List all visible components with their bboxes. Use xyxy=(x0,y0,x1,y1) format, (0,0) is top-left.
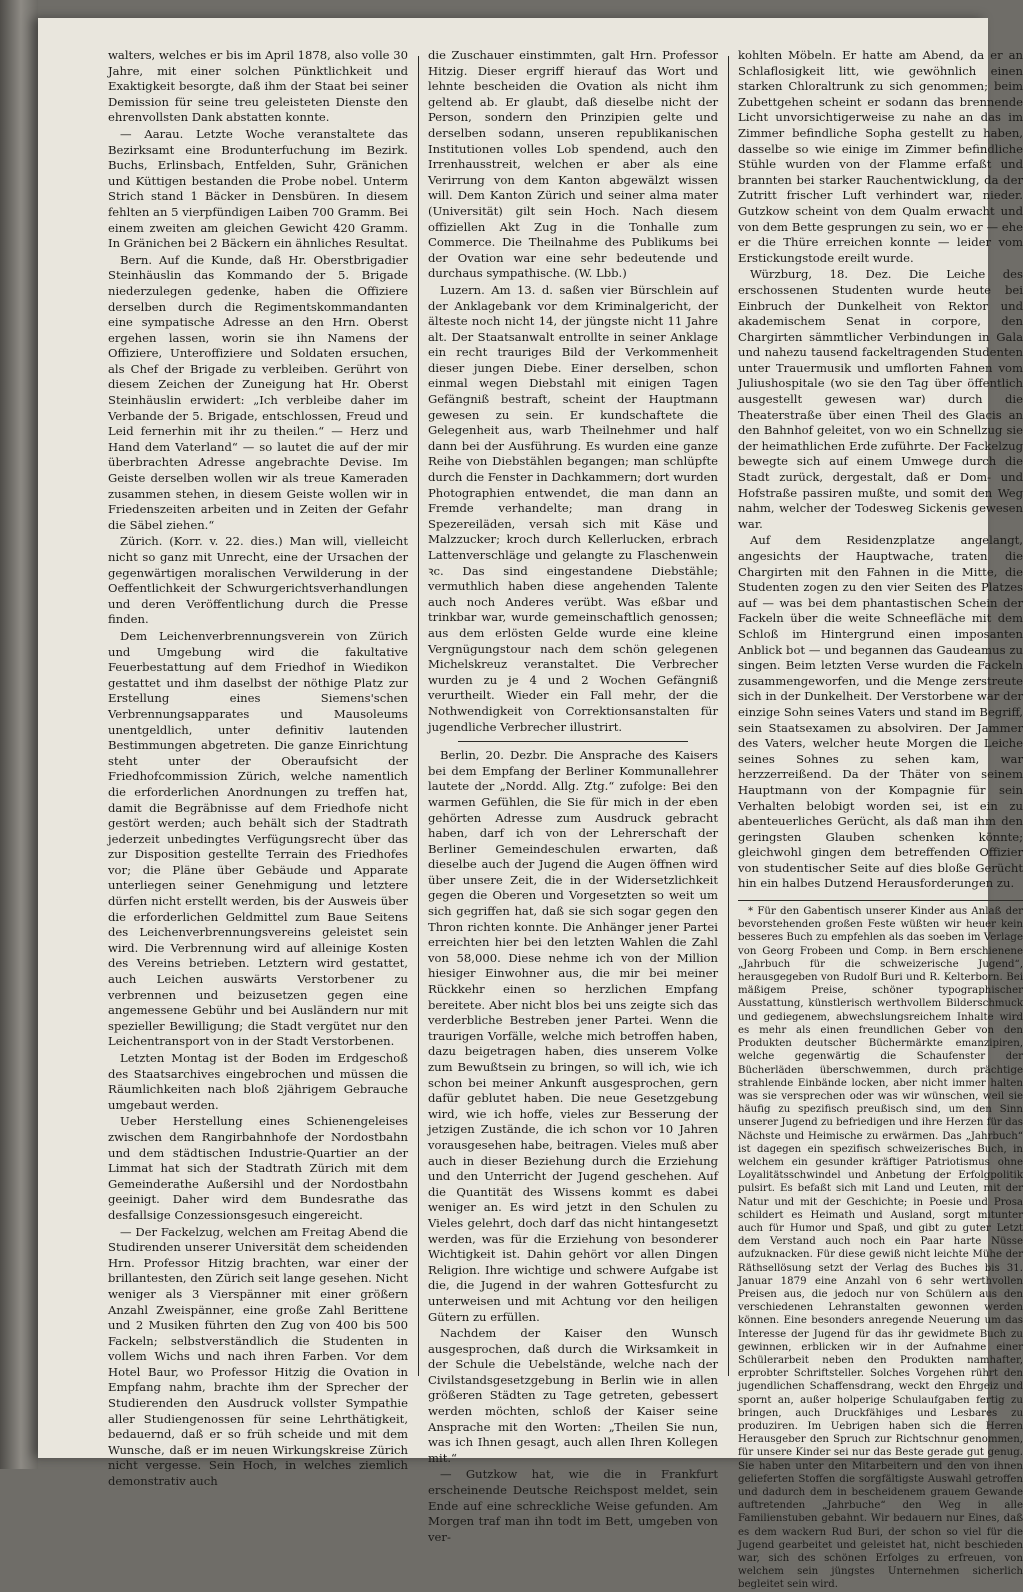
paragraph: Dem Leichenverbrennungsverein von Zürich und Umgebung wird die fakultative Feuerbestattung auf dem Friedhof in Wiedikon gestattet und ihm daselbst der nöthige Platz zur Erstellung eines Siemens'schen Verbrennungsapparates und Mausoleums unentgeldlich, unter definitiv lautenden Bestimmungen abgetreten. Die ganze Einrichtung steht unter der Oberaufsicht der Friedhofcommission Zürich, welche namentlich die erforderlichen Anordnungen zu treffen hat, damit die Begräbnisse auf dem Friedhofe nicht gestört werden; auch behält sich der Stadtrath jederzeit unbedingtes Verfügungsrecht über das zur Disposition gestellte Terrain des Friedhofes vor; die Pläne über Gebäude und Apparate unterliegen seiner Genehmigung und letztere dürfen nicht erstellt werden, bis der Ausweis über die erforderlichen Geldmittel zum Baue Seitens des Leichenverbrennungsvereins geleistet sein wird. Die Verbrennung wird auf alleinige Kosten des Vereins betrieben. Letztern wird gestattet, auch Leichen auswärts Verstorbener zu verbrennen und beizusetzen gegen eine angemessene Gebühr und bei Ausländern nur mit spezieller Bewilligung; die Stadt vergütet nur den Leichentransport von in der Stadt Verstorbenen. xyxy=(108,628,408,1049)
paragraph: — Der Fackelzug, welchen am Freitag Abend die Studirenden unserer Universität dem scheidenden Hrn. Professor Hitzig brachten, war einer der brillantesten, den Zürich seit lange gesehen. Nicht weniger als 3 Vierspänner mit einer größern Anzahl Zweispänner, eine große Zahl Berittene und 2 Musiken führten den Zug von 400 bis 500 Fackeln; selbstverständlich die Studenten in vollem Wichs und nach ihren Farben. Vor dem Hotel Baur, wo Professor Hitzig die Ovation in Empfang nahm, brachte ihm der Sprecher der Studierenden den Ausdruck vollster Sympathie aller Studiengenossen für seine Lehrthätigkeit, bedauernd, daß er so früh scheide und mit dem Wunsche, daß er im neuen Wirkungskreise Zürich nicht vergesse. Sein Hoch, in welches ziemlich demonstrativ auch xyxy=(108,1224,408,1489)
paragraph: * Für den Gabentisch unserer Kinder aus Anlaß der bevorstehenden großen Feste wüßten wir heuer kein besseres Buch zu empfehlen als das soeben im Verlage von Georg Frobeen und Comp. in Bern erschienene „Jahrbuch für die schweizerische Jugend“, herausgegeben von Rudolf Buri und R. Kelterborn. Bei mäßigem Preise, schöner typographischer Ausstattung, künstlerisch werthvollem Bilderschmuck und gediegenem, abwechslungsreichem Inhalte wird es mehr als einen freundlichen Geber von den Produkten deutscher Büchermärkte emanzipiren, welche gegenwärtig die Schaufenster der Bücherläden überschwemmen, durch prächtige strahlende Einbände locken, aber nicht immer halten was sie versprechen oder was wir wünschen, weil sie häufig zu spezifisch preußisch sind, um den Sinn unserer Jugend zu befriedigen und ihre Herzen für das Nächste und Heimische zu erwärmen. Das „Jahrbuch“ ist dagegen ein spezifisch schweizerisches Buch, in welchem ein gesunder kräftiger Patriotismus ohne Loyalitätsschwindel und Anbetung der Erfolgpolitik pulsirt. Es befaßt sich mit Land und Leuten, mit der Natur und mit der Geschichte; in Poesie und Prosa schildert es Heimath und Ausland, sorgt mitunter auch für Humor und Spaß, und gibt zu guter Letzt dem Verstand auch noch ein Paar harte Nüsse aufzuknacken. Für diese gewiß nicht leichte Mühe der Räthsellösung setzt der Verlag des Buches bis 31. Januar 1879 eine Anzahl von 6 sehr werthvollen Preisen aus, die jedoch nur von Schülern aus den verschiedenen Lehranstalten gewonnen werden können. Eine besonders anregende Neuerung um das Interesse der Jugend für das ihr gewidmete Buch zu gewinnen, erblicken wir in der Aufnahme einer Schülerarbeit neben den Produkten namhafter, erprobter Schriftsteller. Solches Vorgehen rührt den jugendlichen Schaffensdrang, weckt den Ehrgeiz und spornt an, außer holperige Schulaufgaben fertig zu bringen, auch Druckfähiges und Lesbares zu produziren. Im Uebrigen haben sich die Herren Herausgeber den Spruch zur Richtschnur genommen, für unsere Kinder sei nur das Beste gerade gut genug. Sie haben unter den Mitarbeitern und den von ihnen gelieferten Stoffen die sorgfältigste Auswahl getroffen und dadurch dem in bescheidenem grauem Gewande auftretenden „Jahrbuche“ den Weg in alle Familienstuben gebahnt. Wir bedauern nur Eines, daß es dem wackern Rud Buri, der schon so viel für die Jugend gearbeitet und geleistet hat, nicht beschieden war, sich des schönen Erfolges zu erfreuen, von welchem sein jüngstes Unternehmen sicherlich begleitet sein wird. xyxy=(738,906,1023,1591)
paragraph: Zürich. (Korr. v. 22. dies.) Man will, vielleicht nicht so ganz mit Unrecht, eine der Ursachen der gegenwärtigen moralischen Verwilderung in der Oeffentlichkeit der Schwurgerichtsverhandlungen und deren Veröffentlichung durch die Presse finden. xyxy=(108,534,408,627)
paragraph: Würzburg, 18. Dez. Die Leiche des erschossenen Studenten wurde heute bei Einbruch der Dunkelheit von Rektor und akademischem Senat in corpore, den Chargirten sämmtlicher Verbindungen in Gala und nahezu tausend fackeltragenden Studenten unter Trauermusik und umflorten Fahnen vom Juliushospitale (wo sie den Tag über öffentlich ausgestellt gewesen war) durch die Theaterstraße über einen Theil des Glacis an den Bahnhof geleitet, von wo ein Schnellzug sie der heimathlichen Erde zuführte. Der Fackelzug bewegte sich auf einem Umwege durch die Stadt zurück, dergestalt, daß er Dom- und Hofstraße passiren mußte, und somit den Weg nahm, welcher der Todesweg Sickenis gewesen war. xyxy=(738,267,1023,531)
section-divider xyxy=(738,900,1023,901)
paragraph: — Gutzkow hat, wie die in Frankfurt erscheinende Deutsche Reichspost meldet, sein Ende auf eine schreckliche Weise gefunden. Am Morgen traf man ihn todt im Bett, umgeben von ver- xyxy=(428,1467,718,1544)
paragraph: die Zuschauer einstimmten, galt Hrn. Professor Hitzig. Dieser ergriff hierauf das Wort und lehnte bescheiden die Ovation als nicht ihm geltend ab. Er glaubt, daß dieselbe nicht der Person, sondern den Prinzipien gelte und derselben sodann, unseren republikanischen Institutionen volles Lob spendend, auch den Irrenhausstreit, welchen er aber als eine Verirrung von dem Kanton abgewälzt wissen will. Dem Kanton Zürich und seiner alma mater (Universität) gilt sein Hoch. Nach diesem offiziellen Akt Zug in die Tonhalle zum Commerce. Die Theilnahme des Publikums bei der Ovation war eine sehr bedeutende und durchaus sympathische. (W. Lbb.) xyxy=(428,48,718,281)
paragraph: walters, welches er bis im April 1878, also volle 30 Jahre, mit einer solchen Pünktlichkeit und Exaktigkeit besorgte, daß ihm der Staat bei seiner Demission für seine treu geleisteten Dienste den ehrenvollsten Dank abstatten konnte. xyxy=(108,48,408,125)
paragraph: Bern. Auf die Kunde, daß Hr. Oberstbrigadier Steinhäuslin das Kommando der 5. Brigade niederzulegen gedenke, haben die Offiziere derselben durch die Regimentskommandanten eine sympatische Adresse an den Hrn. Oberst ergehen lassen, worin sie ihn Namens der Offiziere, Unteroffiziere und Soldaten ersuchen, als Chef der Brigade zu verbleiben. Gerührt von diesem Zeichen der Zuneigung hat Hr. Oberst Steinhäuslin erwidert: „Ich verbleibe daher im Verbande der 5. Brigade, entschlossen, Freud und Leid fernerhin mit ihr zu theilen.“ — Herz und Hand dem Vaterland“ — so lautet die auf der mir überbrachten Adresse angebrachte Devise. Im Geiste derselben wollen wir als treue Kameraden zusammen stehen, in diesem Geiste wollen wir in Friedenszeiten arbeiten und in Zeiten der Gefahr die Säbel ziehen.“ xyxy=(108,252,408,532)
paragraph: kohlten Möbeln. Er hatte am Abend, da er an Schlaflosigkeit litt, wie gewöhnlich einen starken Chloraltrunk zu sich genommen; beim Zubettgehen scheint er sodann das brennende Licht unvorsichtigerweise zu nahe an das im Zimmer befindliche Sopha gestellt zu haben, dasselbe so wie einige im Zimmer befindliche Stühle wurden von der Flamme erfaßt und brannten bei starker Rauchentwicklung, da der Zutritt frischer Luft verhindert war, nieder. Gutzkow scheint von dem Qualm erwacht und von dem Bette gesprungen zu sein, wo er — ehe er die Thüre erreichen konnte — leider vom Erstickungstode ereilt wurde. xyxy=(738,48,1023,265)
newspaper-page xyxy=(38,18,1023,1591)
paragraph: Auf dem Residenzplatze angelangt, angesichts der Hauptwache, traten die Chargirten mit den Fahnen in die Mitte, die Studenten zogen zu den vier Seiten des Platzes auf — was bei dem phantastischen Schein der Fackeln über die weite Schneefläche mit dem Schloß im Hintergrund einen imposanten Anblick bot — und begannen das Gaudeamus zu singen. Beim letzten Verse wurden die Fackeln zusammengeworfen, und die Menge zerstreute sich in der Dunkelheit. Der Verstorbene war der einzige Sohn seines Vaters und stand im Begriff, sein Staatsexamen zu absolviren. Der Jammer des Vaters, welcher heute Morgen die Leiche seines Sohnes zu sehen kam, war herzzerreißend. Da der Thäter von seinem Hauptmann von der Kompagnie für sein Verhalten belobigt worden sei, ist ein zu abenteuerliches Gerücht, als daß man ihm den geringsten Glauben schenken könnte; gleichwohl gingen dem betreffenden Offizier von studentischer Seite auf dies bloße Gerücht hin ein halbes Dutzend Herausforderungen zu. xyxy=(738,533,1023,891)
paragraph: Ueber Herstellung eines Schienengeleises zwischen dem Rangirbahnhofe der Nordostbahn und dem städtischen Industrie-Quartier an der Limmat hat sich der Stadtrath Zürich mit dem Gemeinderathe Außersihl und der Nordostbahn geeinigt. Daher wird dem Bundesrathe das desfallsige Conzessionsgesuch eingereicht. xyxy=(108,1114,408,1222)
paragraph: Berlin, 20. Dezbr. Die Ansprache des Kaisers bei dem Empfang der Berliner Kommunallehrer lautete der „Nordd. Allg. Ztg.“ zufolge: Bei den warmen Gefühlen, die Sie für mich in der eben gehörten Adresse zum Ausdruck gebracht haben, darf ich von der Lehrerschaft der Berliner Gemeindeschulen erwarten, daß dieselbe auch der Jugend die Augen öffnen wird über unsere Zeit, die in der Widersetzlichkeit gegen die Oberen und Vorgesetzten so weit um sich gegriffen hat, daß sie sich sogar gegen den Thron richten konnte. Die Anhänger jener Partei erreichten hier bei den letzten Wahlen die Zahl von 58,000. Diese nehme ich von der Million hiesiger Einwohner aus, die mir bei meiner Rückkehr einen so herzlichen Empfang bereitete. Aber nicht blos bei uns zeigte sich das verderbliche Bestreben jener Partei. Wenn die traurigen Vorfälle, welche mich betroffen haben, dazu beigetragen haben, dies unserem Volke zum Bewußtsein zu bringen, so will ich, wie ich schon bei meiner Ankunft ausgesprochen, gern dafür geblutet haben. Die neue Gesetzgebung wird, wie ich hoffe, vieles zur Besserung der jetzigen Zustände, die ich schon vor 10 Jahren vorausgesehen habe, beitragen. Vieles muß aber auch in dieser Beziehung durch die Erziehung und den Unterricht der Jugend geschehen. Auf die Quantität des Wissens kommt es dabei weniger an. Es wird jetzt in den Schulen zu Vieles gelehrt, doch darf das nicht hintangesetzt werden, was für die Erziehung von besonderer Wichtigkeit ist. Dahin gehört vor allen Dingen Religion. Ihre wichtige und schwere Aufgabe ist die, die Jugend in der wahren Gottesfurcht zu unterweisen und mit Achtung vor den heiligen Gütern zu erfüllen. xyxy=(428,748,718,1324)
paragraph: Nachdem der Kaiser den Wunsch ausgesprochen, daß durch die Wirksamkeit in der Schule die Uebelstände, welche nach der Civilstandsgesetzgebung in Berlin wie in allen größeren Städten zu Tage getreten, gebessert werden möchten, schloß der Kaiser seine Ansprache mit den Worten: „Theilen Sie nun, was ich Ihnen gesagt, auch allen Ihren Kollegen mit.“ xyxy=(428,1326,718,1465)
paragraph: Letzten Montag ist der Boden im Erdgeschoß des Staatsarchives eingebrochen und müssen die Räumlichkeiten nach bloß 2jährigem Gebrauche umgebaut werden. xyxy=(108,1051,408,1112)
book-binding xyxy=(0,0,38,1469)
section-divider xyxy=(458,741,688,742)
column-1 xyxy=(108,48,408,1489)
column-3 xyxy=(738,48,1023,1591)
column-2 xyxy=(428,48,718,1544)
paragraph: Luzern. Am 13. d. saßen vier Bürschlein auf der Anklagebank vor dem Kriminalgericht, der älteste noch nicht 14, der jüngste nicht 11 Jahre alt. Der Staatsanwalt entrollte in seiner Anklage ein recht trauriges Bild der Verkommenheit dieser jungen Diebe. Einer derselben, schon einmal wegen Diebstahl mit einigen Tagen Gefängniß bestraft, scheint der Hauptmann gewesen zu sein. Er kundschaftete die Gelegenheit aus, warb Theilnehmer und half dann bei der Ausführung. Es wurden eine ganze Reihe von Diebstählen begangen; man schlüpfte durch die Fenster in Dachkammern; dort wurden Photographien entwendet, die man dann an Fremde verhandelte; man drang in Spezereiläden, versah sich mit Käse und Malzzucker; kroch durch Kellerlucken, erbrach Lattenverschläge und gelangte zu Flaschenwein ꝛc. Das sind eingestandene Diebstähle; vermuthlich haben diese angehenden Talente auch noch Anderes verübt. Was eßbar und trinkbar war, wurde gemeinschaftlich genossen; aus dem erlösten Gelde wurde eine kleine Vergnügungstour nach dem schön gelegenen Michelskreuz veranstaltet. Die Verbrecher wurden zu je 4 und 2 Wochen Gefängniß verurtheilt. Wieder ein Fall mehr, der die Nothwendigkeit von Correktionsanstalten für jugendliche Verbrecher illustrirt. xyxy=(428,282,718,734)
book-review xyxy=(738,905,1023,1592)
paragraph: — Aarau. Letzte Woche veranstaltete das Bezirksamt eine Brodunterfuchung im Bezirk. Buchs, Erlinsbach, Entfelden, Suhr, Gränichen und Küttigen bestanden die Probe nobel. Unterm Strich stand 1 Bäcker in Densbüren. In diesem fehlten an 5 vierpfündigen Laiben 700 Gramm. Bei einem zweiten am gleichen Gewicht 420 Gramm. In Gränichen bei 2 Bäckern ein ähnliches Resultat. xyxy=(108,126,408,251)
column-rule xyxy=(418,56,419,1376)
column-rule xyxy=(728,56,729,1376)
